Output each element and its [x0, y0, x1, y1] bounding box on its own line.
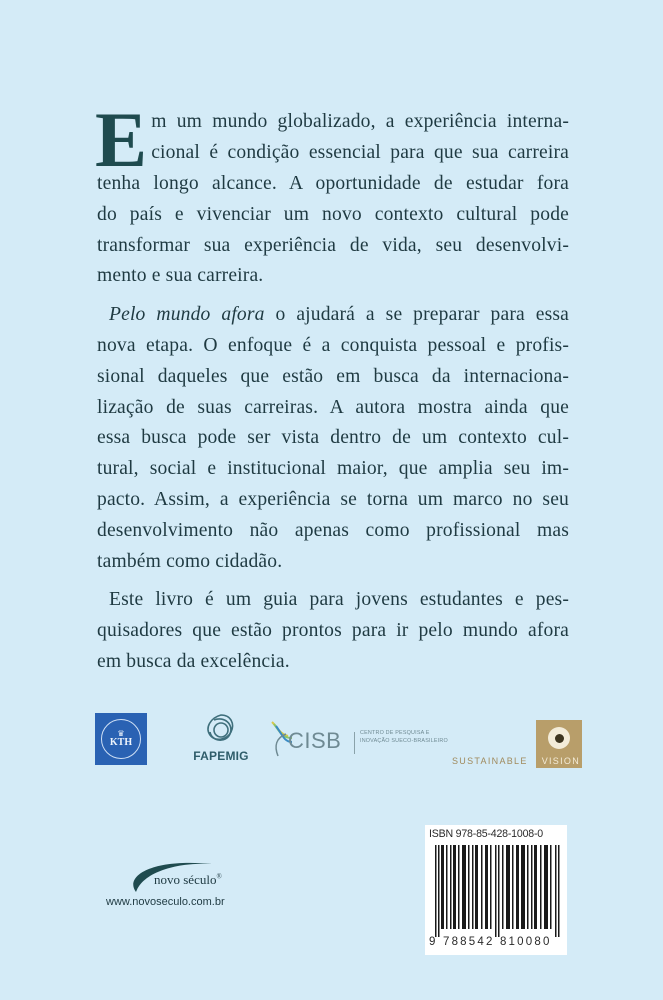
- text-line: essa busca pode ser vista dentro de um contexto cul-: [97, 427, 569, 449]
- text-line: pacto. Assim, a experiência se torna um marco no seu: [97, 488, 569, 510]
- text-line: quisadores que estão prontos para ir pelo mundo afora: [97, 620, 569, 642]
- barcode-icon: [435, 845, 561, 937]
- blurb-paragraph-2: [97, 300, 569, 577]
- publisher-url: www.novoseculo.com.br: [106, 896, 225, 908]
- fapemig-logo: [190, 712, 252, 768]
- fapemig-label: FAPEMIG: [193, 749, 249, 763]
- sustainable-vision-logo: [452, 720, 582, 768]
- text-line: transformar sua experiência de vida, seu desenvolvi-: [97, 234, 569, 256]
- sustainable-label: SUSTAINABLE: [452, 756, 528, 766]
- crown-icon: ♛: [117, 729, 125, 738]
- blurb-paragraph-3: [97, 585, 569, 677]
- book-title: Pelo mundo afora: [109, 304, 265, 326]
- isbn-barcode: [425, 825, 567, 955]
- divider: [354, 732, 355, 754]
- vision-label: VISION: [541, 756, 580, 766]
- text-line: lização de suas carreiras. A autora mostra ainda que: [97, 396, 569, 418]
- blurb-paragraph-1: [95, 96, 569, 292]
- text-line: tenha longo alcance. A oportunidade de estudar fora: [97, 173, 569, 194]
- kth-seal-icon: [101, 719, 141, 759]
- text-line: também como cidadão.: [97, 550, 283, 572]
- text-line: do país e vivenciar um novo contexto cultural pode: [97, 203, 569, 225]
- eye-icon: [548, 727, 570, 749]
- back-cover-blurb: [95, 96, 569, 678]
- text-line: Este livro é um guia para jovens estudantes e pes-: [109, 589, 569, 611]
- kth-logo: [95, 713, 147, 765]
- text-line: cional é condição essencial para que sua carreira: [151, 141, 569, 163]
- sponsor-logos: [0, 712, 663, 772]
- text-line: m um mundo globalizado, a experiência interna-: [151, 111, 569, 132]
- text-line: nova etapa. O enfoque é a conquista pessoal e profis-: [97, 334, 569, 356]
- fapemig-knot-icon: [204, 712, 238, 748]
- text-line: [97, 300, 569, 331]
- text-line: tural, social e institucional maior, que amplia seu im-: [97, 458, 569, 480]
- publisher-name: novo século®: [154, 872, 222, 887]
- text-line: sional daqueles que estão em busca da internaciona-: [97, 365, 569, 387]
- publisher-logo: [104, 856, 304, 926]
- text-line: mento e sua carreira.: [97, 265, 264, 287]
- text-line: desenvolvimento não apenas como profissional mas: [97, 519, 569, 541]
- cisb-label: CISB: [288, 728, 342, 753]
- isbn-label: ISBN 978-85-428-1008-0: [429, 828, 543, 840]
- text-fragment: o ajudará a se preparar para essa: [264, 304, 569, 326]
- text-line: em busca da excelência.: [97, 650, 290, 672]
- barcode-digits: 9 788542 810080: [429, 936, 552, 948]
- drop-cap: E: [95, 96, 148, 183]
- cisb-description: CENTRO DE PESQUISA E INOVAÇÃO SUECO-BRASILEIRO: [360, 730, 448, 744]
- kth-label: KTH: [109, 737, 133, 748]
